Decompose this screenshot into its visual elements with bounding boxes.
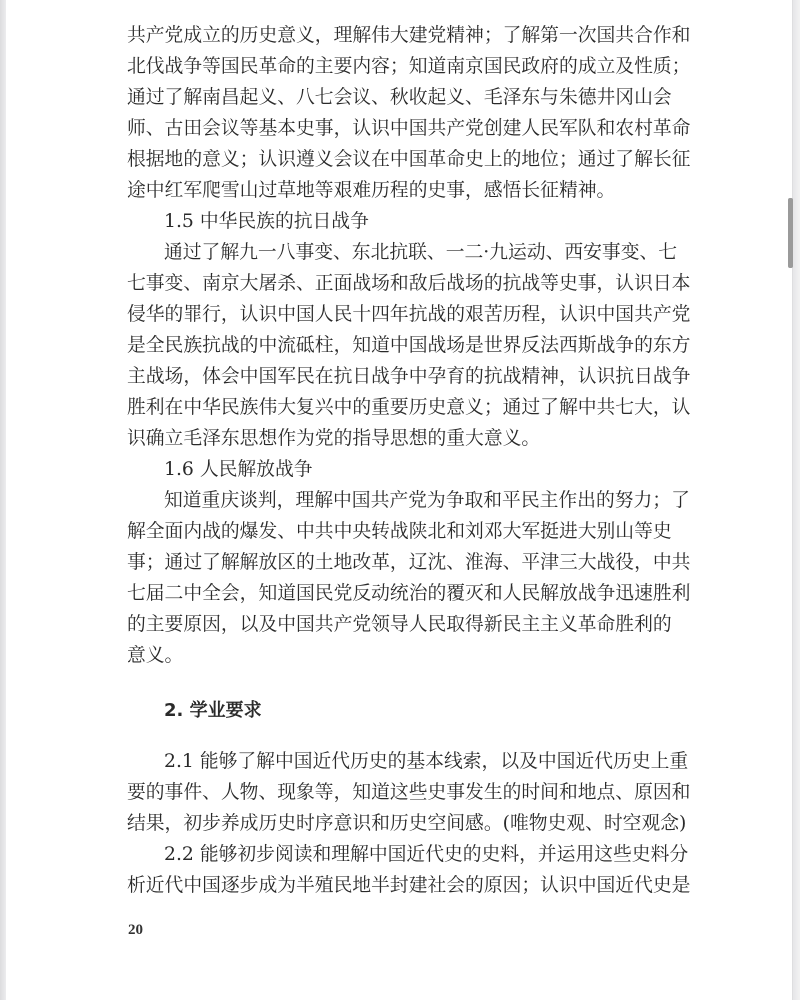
paragraph-1-6 — [127, 485, 691, 671]
subheading-1-6: 1.6 人民解放战争 — [164, 459, 313, 480]
text-line: 结果，初步养成历史时序意识和历史空间感。(唯物史观、时空观念) — [127, 813, 687, 834]
text-line: 七届二中全会，知道国民党反动统治的覆灭和人民解放战争迅速胜利 — [127, 583, 691, 604]
spacer — [127, 671, 679, 695]
document-page — [127, 20, 691, 901]
text-line: 要的事件、人物、现象等，知道这些史事发生的时间和地点、原因和 — [127, 782, 691, 803]
spacer — [127, 726, 679, 746]
text-line: 通过了解南昌起义、八七会议、秋收起义、毛泽东与朱德井冈山会 — [127, 87, 672, 108]
vertical-scrollbar-thumb[interactable] — [788, 198, 793, 268]
paragraph-2-2 — [127, 839, 691, 901]
text-line: 是全民族抗战的中流砥柱，知道中国战场是世界反法西斯战争的东方 — [127, 335, 691, 356]
paragraph-1-5 — [127, 237, 691, 454]
text-line: 胜利在中华民族伟大复兴中的重要历史意义；通过了解中共七大，认 — [127, 397, 691, 418]
text-line: 解全面内战的爆发、中共中央转战陕北和刘邓大军挺进大别山等史 — [127, 521, 672, 542]
text-line: 共产党成立的历史意义，理解伟大建党精神；了解第一次国共合作和 — [127, 25, 691, 46]
paragraph-continued — [127, 20, 691, 206]
text-line: 主战场，体会中国军民在抗日战争中孕育的抗战精神，认识抗日战争 — [127, 366, 691, 387]
viewer-left-edge — [0, 0, 6, 1000]
section-heading-2: 2. 学业要求 — [164, 700, 262, 721]
text-line: 意义。 — [127, 645, 184, 666]
text-line: 途中红军爬雪山过草地等艰难历程的史事，感悟长征精神。 — [127, 180, 616, 201]
page-number: 20 — [128, 922, 143, 938]
text-line: 根据地的意义；认识遵义会议在中国革命史上的地位；通过了解长征 — [127, 149, 691, 170]
subheading-1-5: 1.5 中华民族的抗日战争 — [164, 211, 369, 232]
text-line: 识确立毛泽东思想作为党的指导思想的重大意义。 — [127, 428, 541, 449]
text-line: 北伐战争等国民革命的主要内容；知道南京国民政府的成立及性质； — [127, 56, 691, 77]
text-line: 七事变、南京大屠杀、正面战场和敌后战场的抗战等史事，认识日本 — [127, 273, 691, 294]
text-line: 师、古田会议等基本史事，认识中国共产党创建人民军队和农村革命 — [127, 118, 691, 139]
text-line: 通过了解九一八事变、东北抗联、一二·九运动、西安事变、七 — [164, 242, 678, 263]
text-line: 侵华的罪行，认识中国人民十四年抗战的艰苦历程，认识中国共产党 — [127, 304, 691, 325]
text-line: 2.1 能够了解中国近代历史的基本线索，以及中国近代历史上重 — [164, 751, 689, 772]
text-line: 事；通过了解解放区的土地改革，辽沈、淮海、平津三大战役，中共 — [127, 552, 691, 573]
paragraph-2-1 — [127, 746, 691, 839]
text-line: 析近代中国逐步成为半殖民地半封建社会的原因；认识中国近代史是 — [127, 875, 691, 896]
text-line: 的主要原因，以及中国共产党领导人民取得新民主主义革命胜利的 — [127, 614, 672, 635]
vertical-scrollbar-track[interactable] — [792, 0, 800, 1000]
text-line: 2.2 能够初步阅读和理解中国近代史的史料，并运用这些史料分 — [164, 844, 689, 865]
text-line: 知道重庆谈判，理解中国共产党为争取和平民主作出的努力；了 — [164, 490, 690, 511]
